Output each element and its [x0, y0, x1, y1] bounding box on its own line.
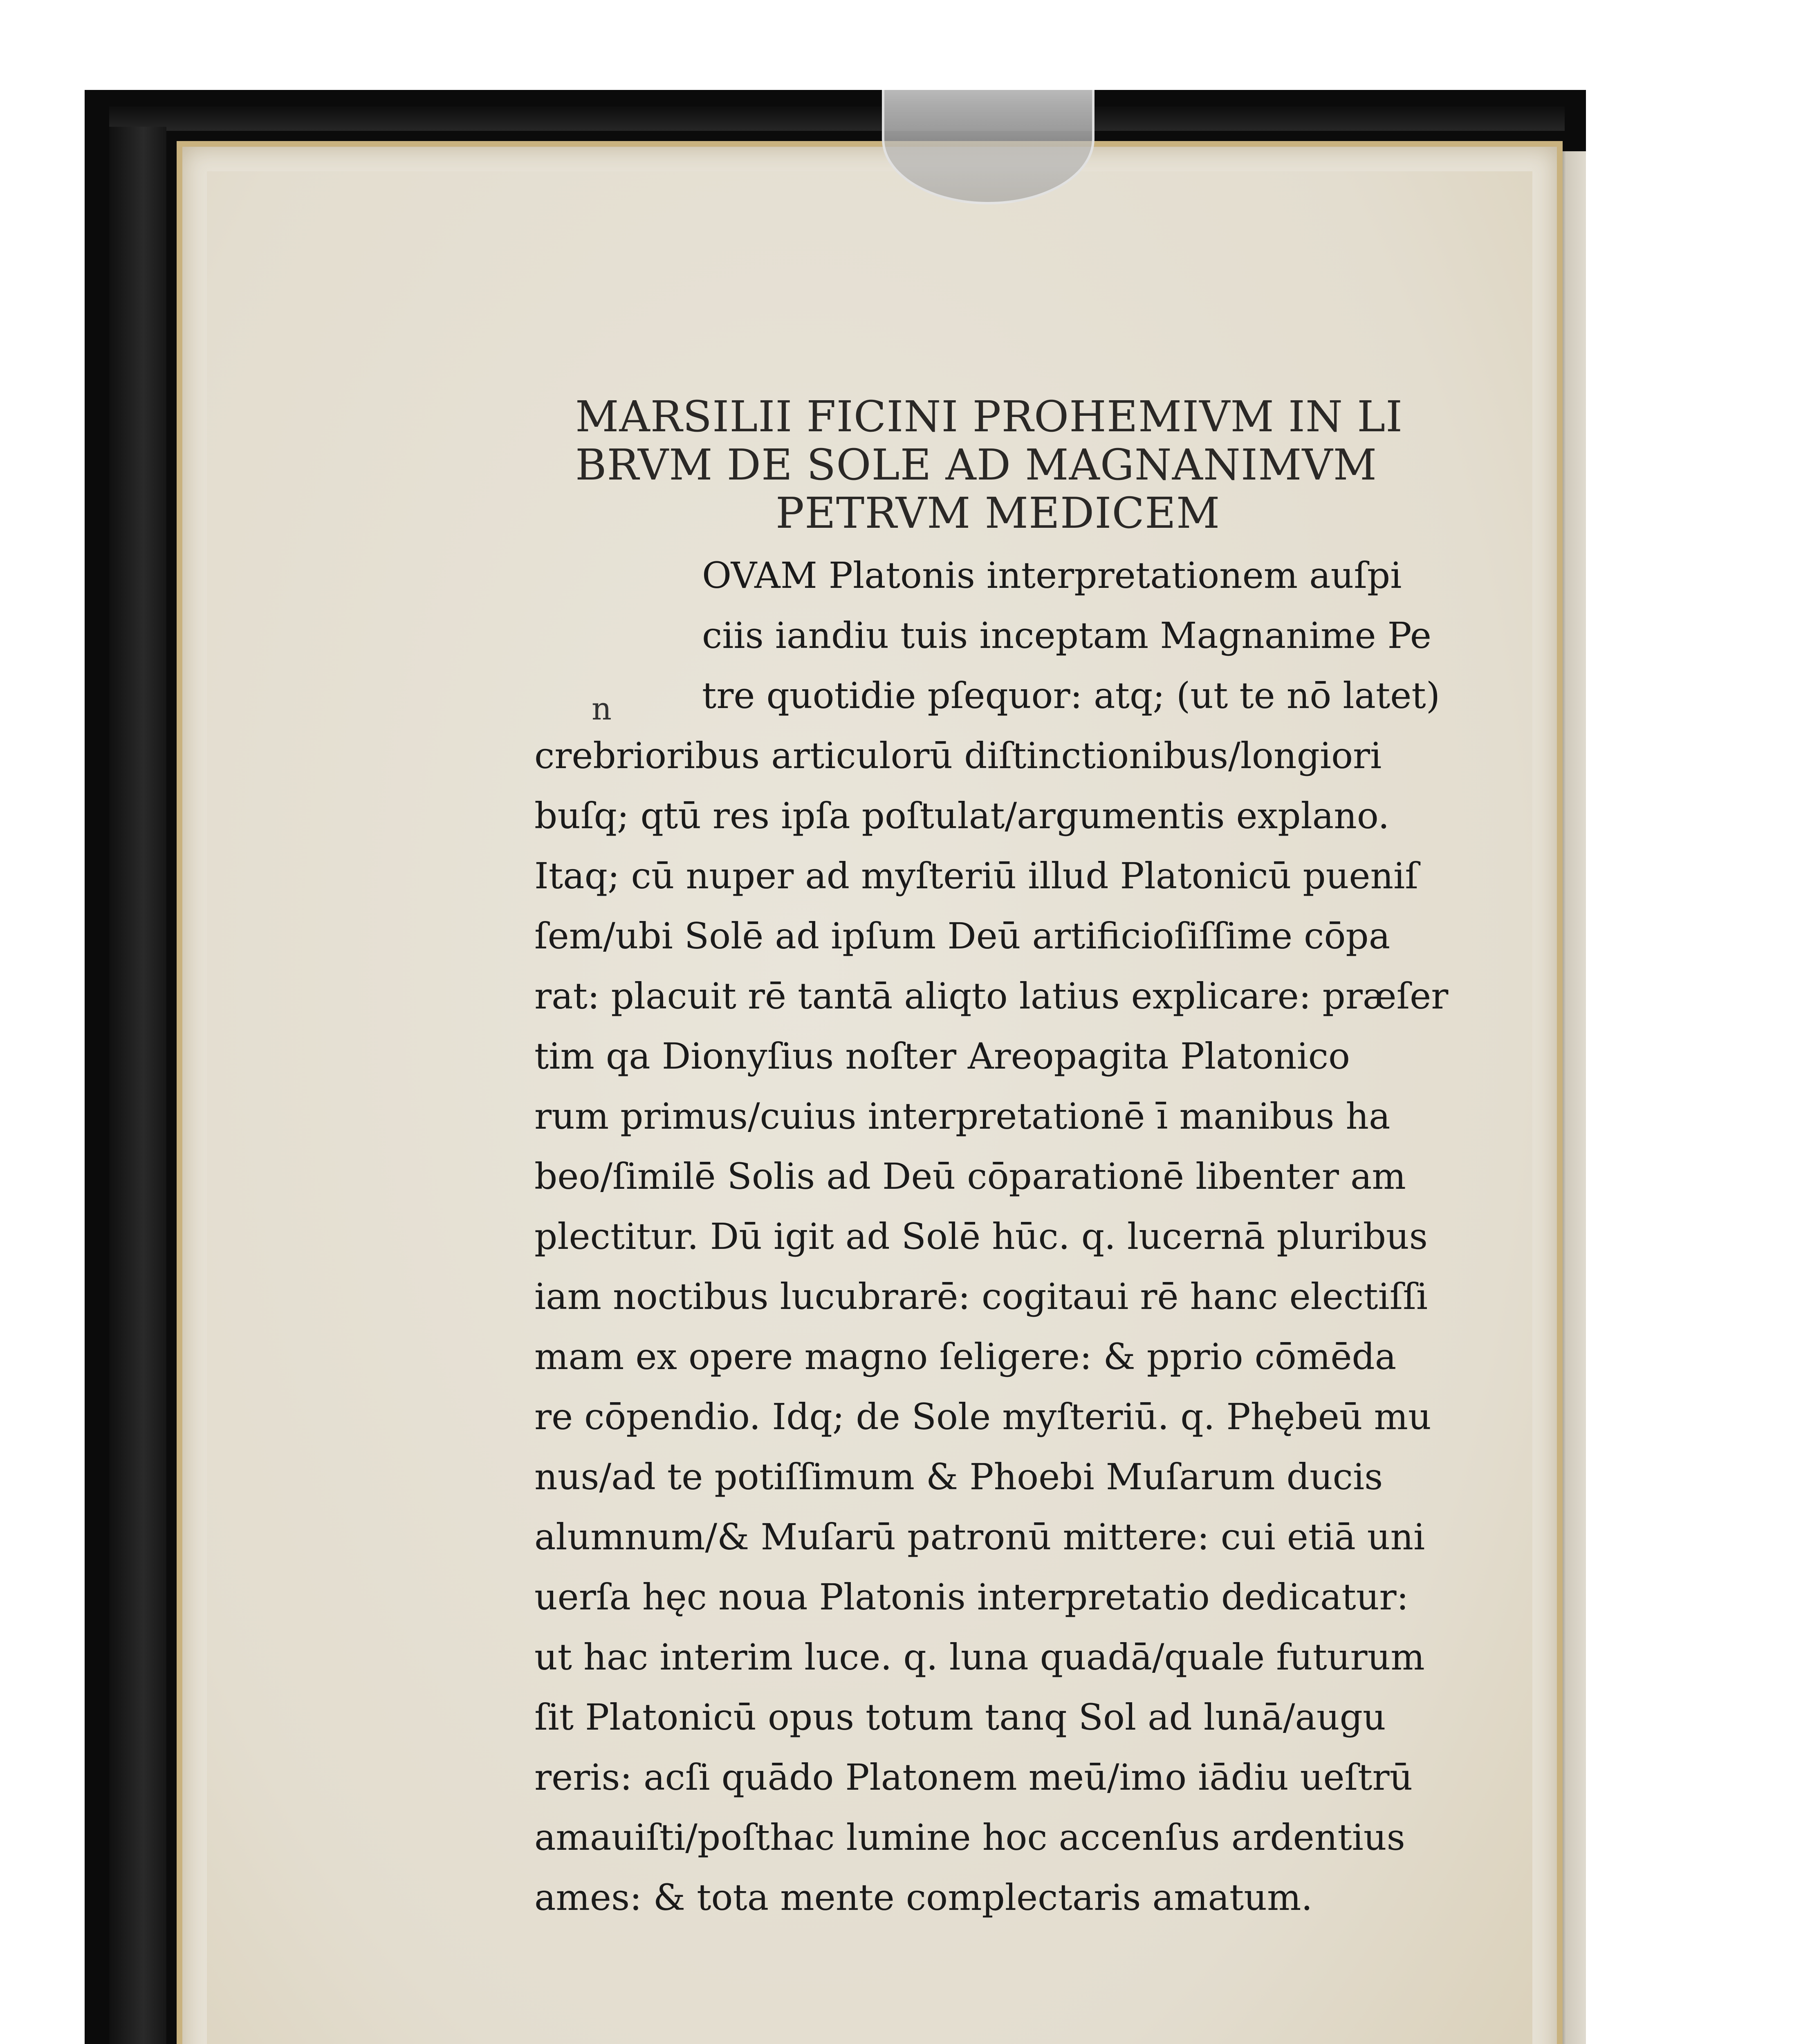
body-line: amauiſti/poſthac lumine hoc accenſus ardentius	[534, 1816, 1405, 1858]
body-line: buſq; qtū res ipſa poſtulat/argumentis explano.	[534, 795, 1390, 837]
body-text	[534, 545, 1499, 1927]
body-line: nus/ad te potiſſimum & Phoebi Muſarum ducis	[534, 1456, 1383, 1498]
book-cover-left-edge	[109, 127, 166, 2044]
body-line: ut hac interim luce. q. luna quadā/quale futurum	[534, 1636, 1425, 1678]
body-line: iam noctibus lucubrarē: cogitaui rē hanc electiſſi	[534, 1275, 1428, 1318]
title-line: PETRVM MEDICEM	[776, 488, 1220, 538]
body-line: beo/ſimilē Solis ad Deū cōparationē libenter am	[534, 1155, 1406, 1197]
body-line: tim qa Dionyſius noſter Areopagita Platonico	[534, 1035, 1350, 1077]
body-line: tre quotidie pſequor: atq; (ut te nō latet)	[702, 675, 1440, 717]
body-line: re cōpendio. Idq; de Sole myſteriū. q. Phębeū mu	[534, 1396, 1431, 1438]
body-line: ames: & tota mente complectaris amatum.	[534, 1876, 1313, 1918]
book-cover-top-edge	[109, 106, 1565, 131]
body-line: rat: placuit rē tantā aliqto latius explicare: præſer	[534, 975, 1449, 1017]
body-line: alumnum/& Muſarū patronū mittere: cui etiā uni	[534, 1516, 1425, 1558]
body-line: Itaq; cū nuper ad myſteriū illud Platonicū pueniſ	[534, 855, 1418, 897]
guide-letter: n	[592, 690, 612, 727]
body-line: ciis iandiu tuis inceptam Magnanime Pe	[702, 614, 1431, 657]
body-line: reris: acſi quādo Platonem meū/imo iādiu ueſtrū	[534, 1756, 1413, 1798]
body-line: plectitur. Dū igit ad Solē hūc. q. lucernā pluribus	[534, 1215, 1428, 1257]
body-line: OVAM Platonis interpretationem auſpi	[702, 554, 1402, 596]
body-line: mam ex opere magno ſeligere: & pprio cōmēda	[534, 1336, 1397, 1378]
body-line: ſem/ubi Solē ad ipſum Deū artificioſiſſime cōpa	[534, 915, 1391, 957]
body-line: ſit Platonicū opus totum tanq Sol ad lunā/augu	[534, 1696, 1386, 1738]
body-line: rum primus/cuius interpretationē ī manibus ha	[534, 1095, 1391, 1137]
title-line: MARSILII FICINI PROHEMIVM IN LI	[575, 392, 1403, 442]
body-line: crebrioribus articulorū diſtinctionibus/longiori	[534, 735, 1382, 777]
body-line: uerſa hęc noua Platonis interpretatio dedicatur:	[534, 1576, 1409, 1618]
printed-text-block	[534, 392, 1499, 1927]
title-line: BRVM DE SOLE AD MAGNANIMVM	[575, 440, 1377, 490]
scan-image	[85, 90, 1586, 2044]
